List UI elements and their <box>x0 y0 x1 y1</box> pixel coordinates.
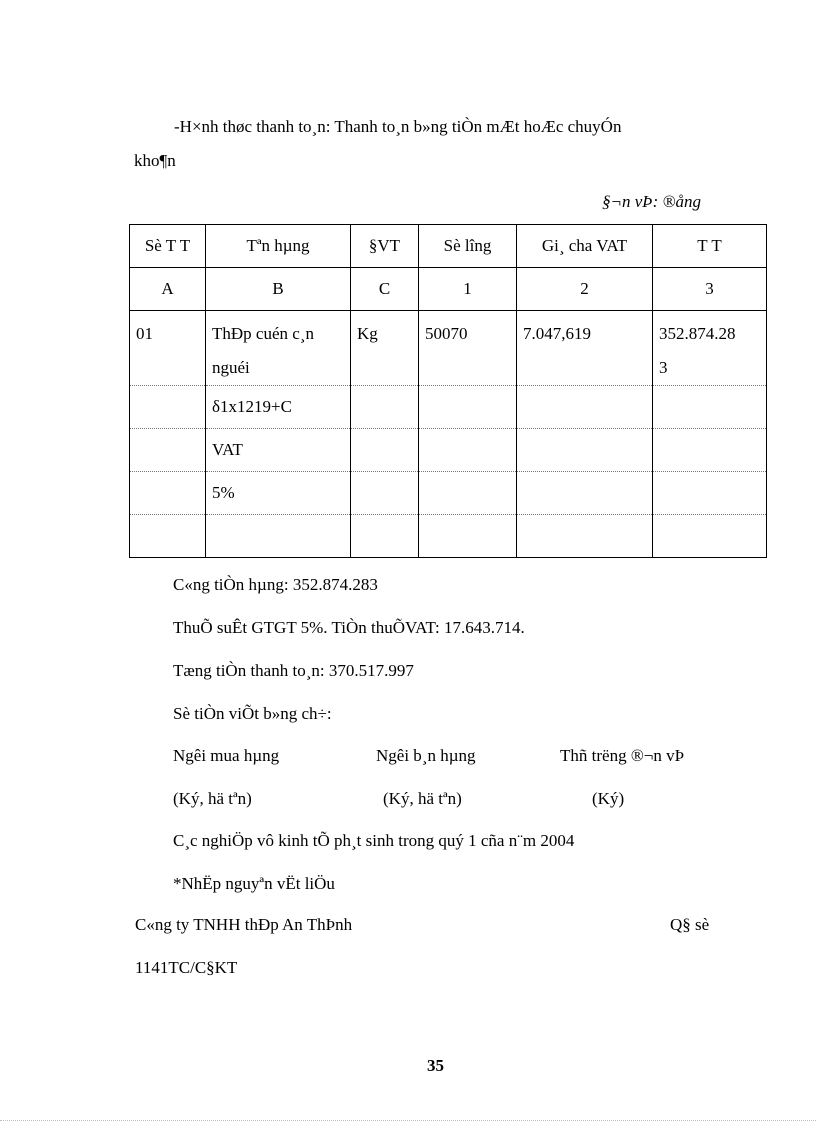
header-total: T T <box>653 225 767 268</box>
header-stt: Sè T T <box>130 225 206 268</box>
table-row <box>130 429 767 472</box>
cell-stt: 01 <box>130 311 206 386</box>
header-price: Gi¸ cha VAT <box>517 225 653 268</box>
header-unit: §VT <box>351 225 419 268</box>
cell-name-spec: δ1x1219+C <box>206 386 351 429</box>
index-c: C <box>351 268 419 311</box>
table-header-row <box>130 225 767 268</box>
page-number: 35 <box>427 1056 444 1075</box>
cell-name-line-2: nguéi <box>212 358 250 377</box>
cell-total-line-2: 3 <box>659 358 668 377</box>
buyer-signature-note: (Ký, hä tªn) <box>173 789 252 808</box>
payment-method-line-continued: kho¶n <box>134 151 176 170</box>
cell-total-line-1: 352.874.28 <box>659 324 736 343</box>
decision-number: 1141TC/C§KT <box>135 958 238 977</box>
cell-name-vat: VAT <box>206 429 351 472</box>
index-b: B <box>206 268 351 311</box>
transactions-heading: C¸c nghiÖp vô kinh tÕ ph¸t sinh trong quý 1 cña n¨m 2004 <box>173 831 575 850</box>
table-index-row <box>130 268 767 311</box>
payment-method-line: -H×nh thøc thanh to¸n: Thanh to¸n b»ng tiÒn mÆt hoÆc chuyÓn <box>174 117 622 136</box>
page-bottom-divider <box>0 1120 816 1121</box>
buyer-signature-label: Ngêi mua hµng <box>173 746 280 765</box>
table-row <box>130 472 767 515</box>
cell-name-line-1: ThÐp cuén c¸n <box>212 324 314 343</box>
index-3: 3 <box>653 268 767 311</box>
invoice-table <box>129 224 767 558</box>
cell-unit: Kg <box>351 311 419 386</box>
index-a: A <box>130 268 206 311</box>
head-signature-note: (Ký) <box>592 789 625 808</box>
cell-quantity: 50070 <box>419 311 517 386</box>
cell-name <box>206 311 351 386</box>
company-name: C«ng ty TNHH thÐp An ThÞnh <box>135 915 353 934</box>
amount-in-words-line: Sè tiÒn viÕt b»ng ch÷: <box>173 704 332 723</box>
header-quantity: Sè lîng <box>419 225 517 268</box>
cell-name-rate: 5% <box>206 472 351 515</box>
table-row <box>130 311 767 386</box>
cell-total <box>653 311 767 386</box>
cell-price: 7.047,619 <box>517 311 653 386</box>
goods-total-line: C«ng tiÒn hµng: 352.874.283 <box>173 575 378 594</box>
seller-signature-note: (Ký, hä tªn) <box>383 789 462 808</box>
table-row-empty <box>130 515 767 558</box>
unit-note: §¬n vÞ: ®ång <box>602 192 701 211</box>
decision-number-label: Q§ sè <box>670 915 710 934</box>
materials-subheading: *NhËp nguyªn vËt liÖu <box>173 874 335 893</box>
grand-total-line: Tæng tiÒn thanh to¸n: 370.517.997 <box>173 661 414 680</box>
table-row <box>130 386 767 429</box>
header-name: Tªn hµng <box>206 225 351 268</box>
head-signature-label: Thñ trëng ®¬n vÞ <box>560 746 685 765</box>
index-1: 1 <box>419 268 517 311</box>
index-2: 2 <box>517 268 653 311</box>
vat-line: ThuÕ suÊt GTGT 5%. TiÒn thuÕVAT: 17.643.714. <box>173 618 525 637</box>
seller-signature-label: Ngêi b¸n hµng <box>376 746 476 765</box>
